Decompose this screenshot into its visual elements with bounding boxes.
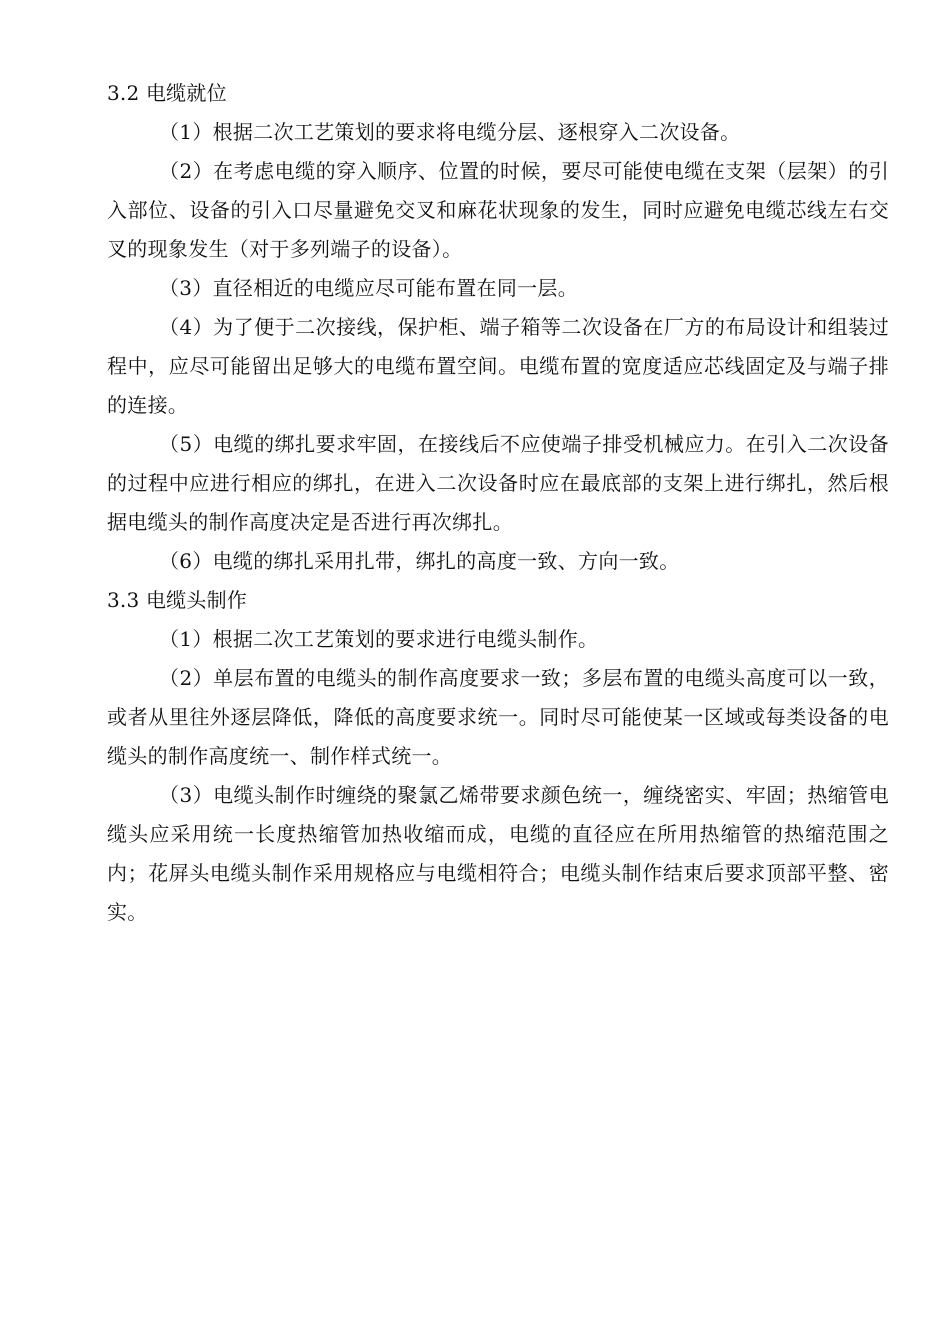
paragraph: （2）单层布置的电缆头的制作高度要求一致；多层布置的电缆头高度可以一致，或者从里往外逐层降低，降低的高度要求统一。同时尽可能使某一区域或每类设备的电缆头的制作高度统一、制作样式统一。 (107, 666, 889, 768)
paragraph: （6）电缆的绑扎采用扎带，绑扎的高度一致、方向一致。 (159, 549, 680, 573)
paragraph: （3）电缆头制作时缠绕的聚氯乙烯带要求颜色统一，缠绕密实、牢固；热缩管电缆头应采用统一长度热缩管加热收缩而成，电缆的直径应在所用热缩管的热缩范围之内；花屏头电缆头制作采用规格应与电缆相符合；电缆头制作结束后要求顶部平整、密实。 (107, 783, 889, 924)
section-3-2 (107, 74, 889, 581)
paragraph: （4）为了便于二次接线，保护柜、端子箱等二次设备在厂方的布局设计和组装过程中，应尽可能留出足够大的电缆布置空间。电缆布置的宽度适应芯线固定及与端子排的连接。 (107, 315, 889, 417)
paragraph: （1）根据二次工艺策划的要求进行电缆头制作。 (159, 627, 599, 651)
paragraph: （2）在考虑电缆的穿入顺序、位置的时候，要尽可能使电缆在支架（层架）的引入部位、设备的引入口尽量避免交叉和麻花状现象的发生，同时应避免电缆芯线左右交叉的现象发生（对于多列端子的设备）。 (107, 159, 889, 261)
paragraph: （3）直径相近的电缆应尽可能布置在同一层。 (159, 276, 579, 300)
section-heading: 3.2 电缆就位 (107, 81, 227, 105)
paragraph: （5）电缆的绑扎要求牢固，在接线后不应使端子排受机械应力。在引入二次设备的过程中应进行相应的绑扎，在进入二次设备时应在最底部的支架上进行绑扎，然后根据电缆头的制作高度决定是否进行再次绑扎。 (107, 432, 889, 534)
document-body (107, 74, 889, 932)
section-heading: 3.3 电缆头制作 (107, 588, 247, 612)
paragraph: （1）根据二次工艺策划的要求将电缆分层、逐根穿入二次设备。 (159, 120, 741, 144)
section-3-3 (107, 581, 889, 932)
